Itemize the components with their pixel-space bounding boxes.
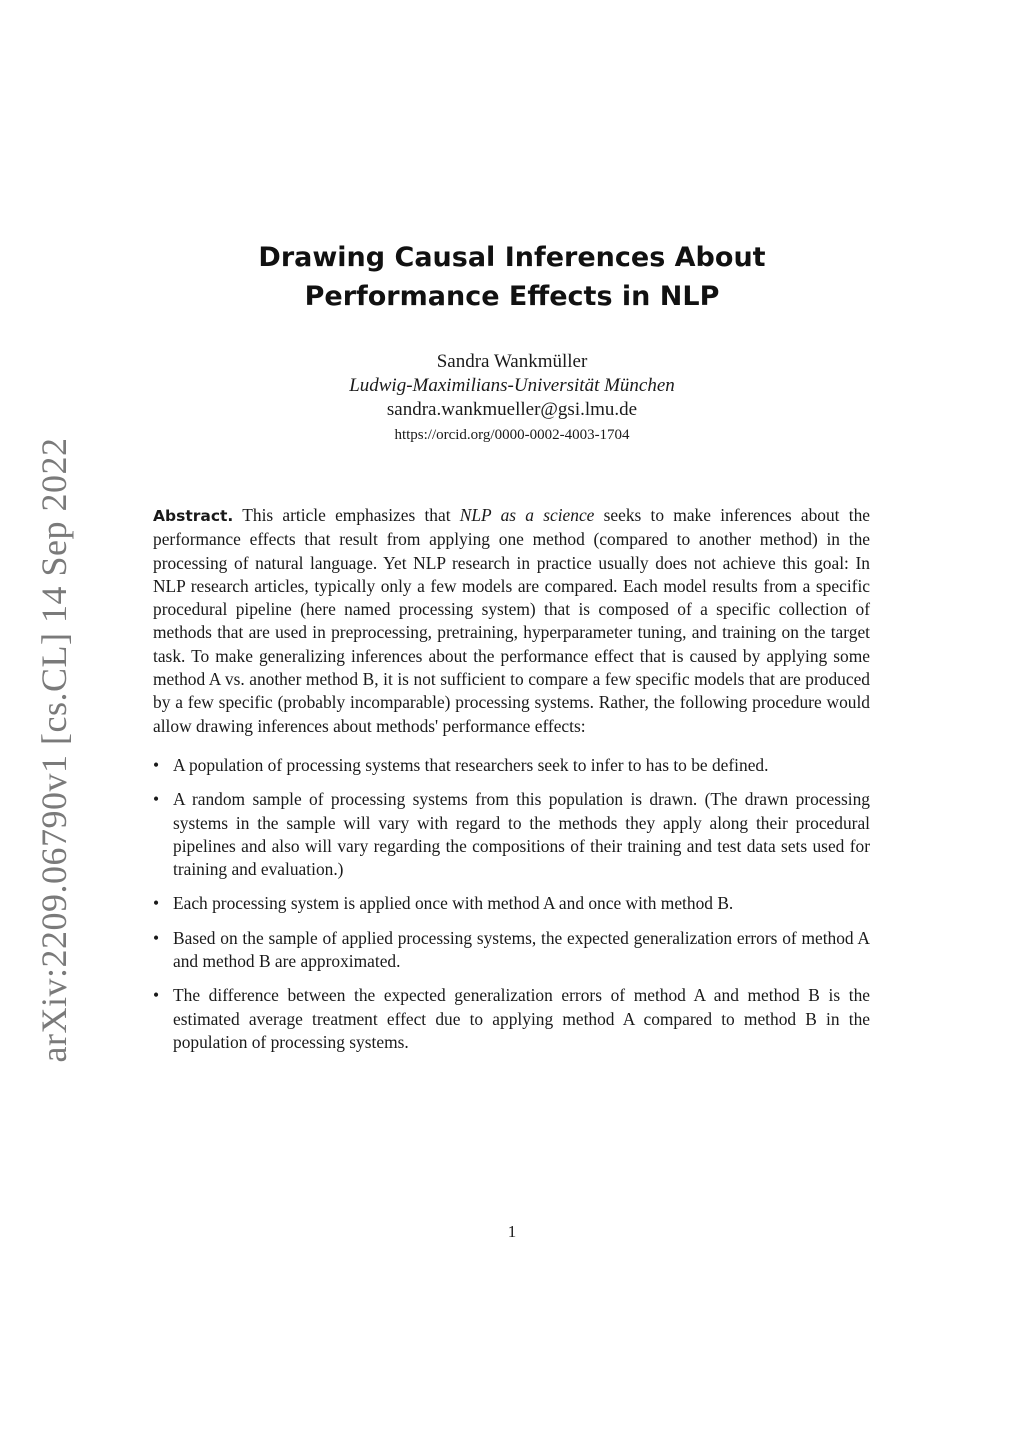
author-block <box>0 350 1024 448</box>
author-name: Sandra Wankmüller <box>436 351 588 372</box>
list-item-text: Based on the sample of applied processing systems, the expected generalization errors of method A and method B are approximated. <box>173 927 870 972</box>
list-item <box>153 788 870 881</box>
author-email: sandra.wankmueller@gsi.lmu.de <box>386 399 638 420</box>
abstract-emphasis: NLP as a science <box>459 505 595 525</box>
paper-title <box>0 238 1024 316</box>
list-item <box>153 984 870 1054</box>
list-item <box>153 892 870 915</box>
list-item-text: A population of processing systems that researchers seek to infer to has to be defined. <box>173 754 769 775</box>
author-orcid: https://orcid.org/0000-0002-4003-1704 <box>394 427 630 443</box>
list-item-text: The difference between the expected generalization errors of method A and method B is the estimated average treatment effect due to applying method A compared to method B in the population of processing systems. <box>173 985 870 1052</box>
bullet-icon: • <box>153 927 160 948</box>
list-item <box>153 927 870 974</box>
arxiv-stamp: arXiv:2209.06790v1 [cs.CL] 14 Sep 2022 <box>34 437 74 1063</box>
list-item-text: A random sample of processing systems from this population is drawn. (The drawn processing systems in the sample will vary with regard to the methods they apply along their procedural pipelines and also will vary regarding the compositions of their training and test data sets used for training and evaluation.) <box>173 789 870 880</box>
abstract-text-rest: seeks to make inferences about the performance effects that result from applying one method (compared to another method) in the processing of natural language. Yet NLP research in practice usually does not achieve this goal: In NLP research articles, typically only a few models are compared. Each model results from a specific procedural pipeline (here named processing system) that is composed of a specific collection of methods that are used in preprocessing, pretraining, hyperparameter tuning, and training on the target task. To make generalizing inferences about the performance effect that is caused by applying some method A vs. another method B, it is not sufficient to compare a few specific models that are produced by a few specific (probably incomparable) processing systems. Rather, the following procedure would allow drawing inferences about methods' performance effects: <box>153 505 870 736</box>
title-line-1: Drawing Causal Inferences About <box>258 242 766 273</box>
bullet-icon: • <box>153 893 160 914</box>
abstract-text-start: This article emphasizes that <box>233 505 460 525</box>
list-item <box>153 754 870 777</box>
page-number: 1 <box>507 1222 517 1241</box>
procedure-list <box>153 754 870 1054</box>
author-affiliation: Ludwig-Maximilians-Universität München <box>349 375 675 396</box>
title-line-2: Performance Effects in NLP <box>304 281 720 312</box>
bullet-icon: • <box>153 985 160 1006</box>
abstract-paragraph <box>153 504 870 738</box>
bullet-icon: • <box>153 789 160 810</box>
list-item-text: Each processing system is applied once with method A and once with method B. <box>173 893 734 914</box>
abstract-label: Abstract. <box>153 507 234 525</box>
abstract <box>153 504 870 1065</box>
bullet-icon: • <box>153 754 160 775</box>
